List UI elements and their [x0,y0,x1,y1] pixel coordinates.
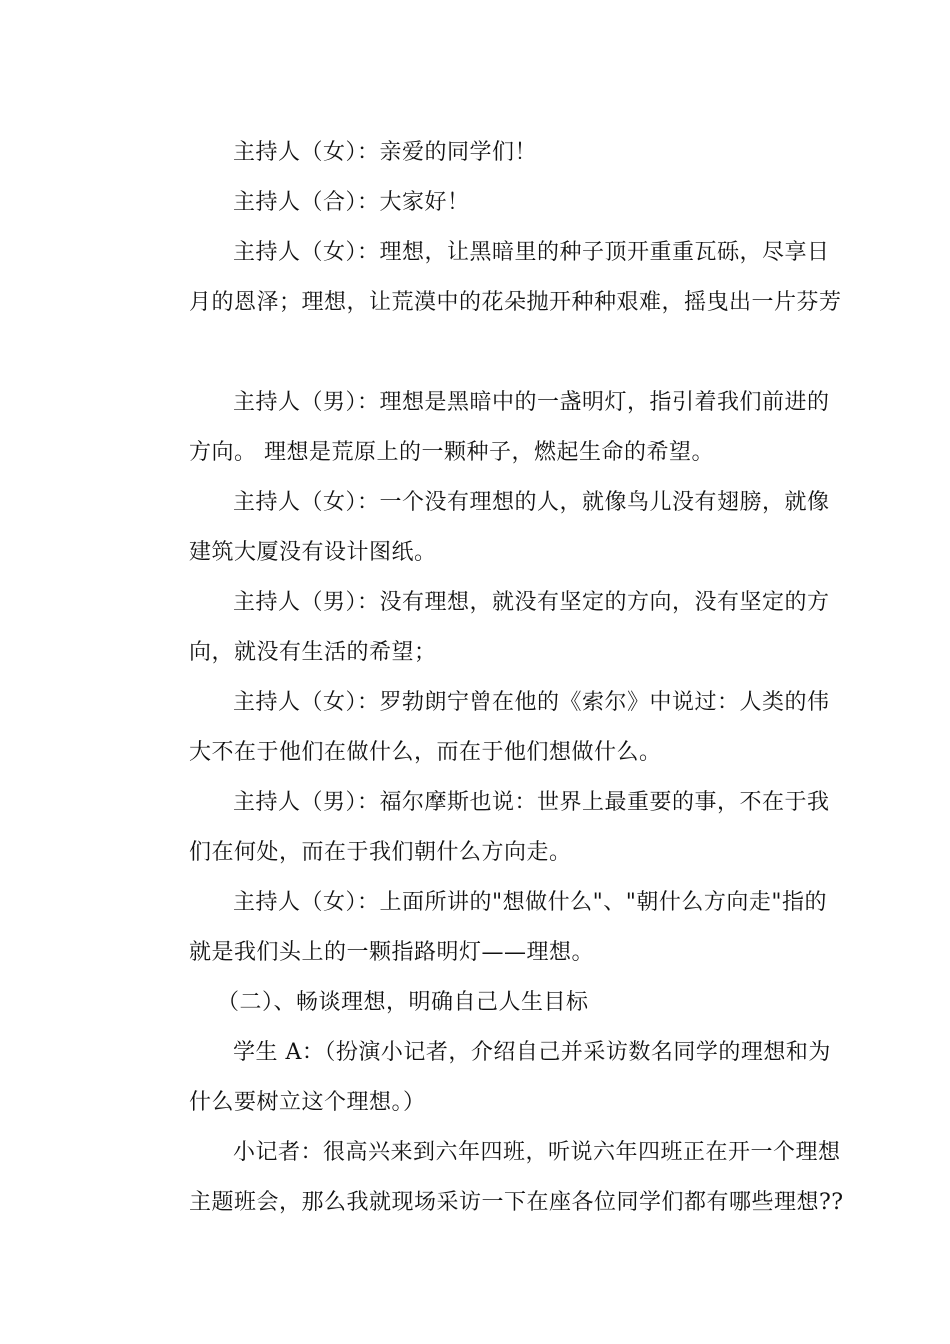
text-line: 主持人（合）：大家好！ [233,190,470,215]
text-line: 主题班会，那么我就现场采访一下在座各位同学们都有哪些理想?? [189,1190,844,1215]
paragraph-female-host-guiding-light [145,878,827,978]
paragraph-male-host-holmes [145,778,830,878]
text-line: 主持人（女）：一个没有理想的人，就像鸟儿没有翅膀，就像 [233,490,830,515]
text-line: 主持人（女）：上面所讲的"想做什么"、"朝什么方向走"指的 [233,890,827,915]
text-line: 就是我们头上的一颗指路明灯——理想。 [189,940,595,965]
paragraph-female-host-browning [145,678,830,778]
text-line: 什么要树立这个理想。） [189,1090,426,1115]
paragraph-student-a [145,1028,831,1128]
text-line: 主持人（女）：亲爱的同学们！ [233,140,538,165]
text-line: 主持人（女）：罗勃朗宁曾在他的《索尔》中说过：人类的伟 [233,690,830,715]
text-line: 大不在于他们在做什么，而在于他们想做什么。 [189,740,662,765]
text-line: 主持人（男）：没有理想，就没有坚定的方向，没有坚定的方 [233,590,830,615]
section-heading [145,978,810,1028]
paragraph-male-host-lamp [145,378,830,478]
paragraph-female-host-greeting [145,128,810,178]
text-line: 们在何处，而在于我们朝什么方向走。 [189,840,572,865]
text-line: 小记者：很高兴来到六年四班，听说六年四班正在开一个理想 [233,1140,841,1165]
text-line: 学生 A：（扮演小记者，介绍自己并采访数名同学的理想和为 [233,1040,831,1065]
paragraph-female-host-wings [145,478,830,578]
paragraph-male-host-direction [145,578,830,678]
paragraph-joint-host-greeting [145,178,810,228]
paragraph-female-host-ideal [145,228,842,328]
text-line: 主持人（男）：福尔摩斯也说：世界上最重要的事，不在于我 [233,790,830,815]
text-line: 主持人（男）：理想是黑暗中的一盏明灯，指引着我们前进的 [233,390,830,415]
text-line: 方向。 理想是荒原上的一颗种子，燃起生命的希望。 [189,440,714,465]
paragraph-reporter [145,1128,844,1228]
text-line: 月的恩泽；理想，让荒漠中的花朵抛开种种艰难，摇曳出一片芬芳 [189,290,842,315]
text-line: （二）、畅谈理想，明确自己人生目标 [217,990,589,1015]
text-line: 主持人（女）：理想，让黑暗里的种子顶开重重瓦砾，尽享日 [233,240,830,265]
text-line: 向，就没有生活的希望； [189,640,437,665]
text-line: 建筑大厦没有设计图纸。 [189,540,437,565]
